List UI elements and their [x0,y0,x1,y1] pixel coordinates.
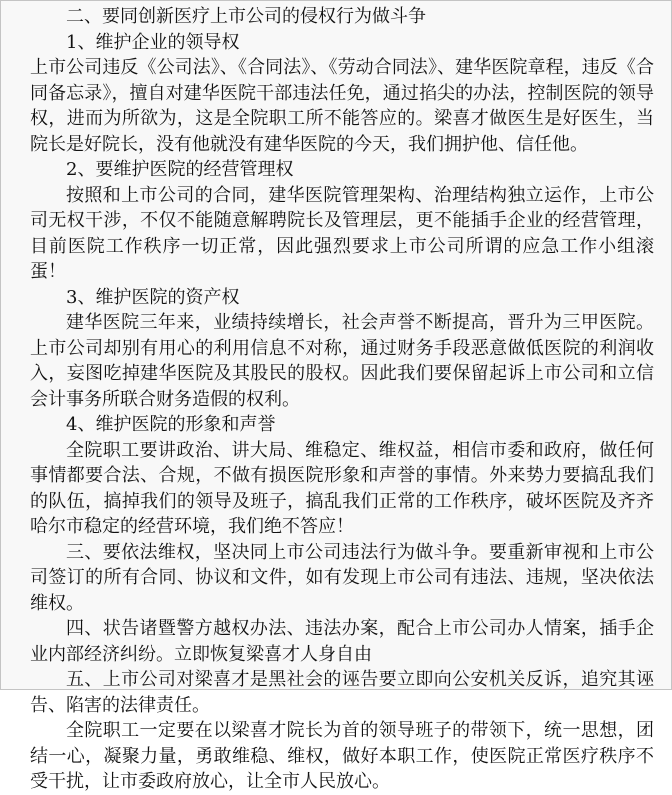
subsection-heading-2: 2、要维护医院的经营管理权 [66,159,294,180]
paragraph-leadership: 上市公司违反《公司法》、《合同法》、《劳动合同法》、建华医院章程，违反《合同备忘录》，擅自对建华医院干部违法任免，通过掐尖的办法，控制医院的领导权，进而为所欲为，这是全院职工所不能答应的。梁喜才做医生是好医生，当院长是好院长，没有他就没有建华医院的今天，我们拥护他、信任他。 [30,57,654,155]
paragraph-reputation: 全院职工要讲政治、讲大局、维稳定、维权益，相信市委和政府，做任何事情都要合法、合规，不做有损医院形象和声誉的事情。外来势力要搞乱我们的队伍，搞掉我们的领导及班子，搞乱我们正常的工作秩序，破坏医院及齐齐哈尔市稳定的经营环境，我们绝不答应！ [30,439,654,537]
paragraph-closing: 全院职工一定要在以梁喜才院长为首的领导班子的带领下，统一思想，团结一心，凝聚力量，勇敢维稳、维权，做好本职工作，使医院正常医疗秩序不受干扰，让市委政府放心，让全市人民放心。 [30,720,654,792]
section-heading-two: 二、要同创新医疗上市公司的侵权行为做斗争 [66,6,426,27]
subsection-heading-3: 3、维护医院的资产权 [66,286,240,308]
paragraph-assets: 建华医院三年来，业绩持续增长，社会声誉不断提高，晋升为三甲医院。上市公司却别有用心的利用信息不对称，通过财务手段恶意做低医院的利润收入，妄图吃掉建华医院及其股民的股权。因此我们要保留起诉上市公司和立信会计事务所联合财务造假的权利。 [30,312,654,410]
section-five: 五、上市公司对梁喜才是黑社会的诬告要立即向公安机关反诉，追究其诬告、陷害的法律责任。 [30,669,654,716]
subsection-heading-1: 1、维护企业的领导权 [66,31,240,53]
section-four: 四、状告诸暨警方越权办法、违法办案，配合上市公司办人情案，插手企业内部经济纠纷。立即恢复梁喜才人身自由 [30,618,654,665]
section-three: 三、要依法维权，坚决同上市公司违法行为做斗争。要重新审视和上市公司签订的所有合同、协议和文件，如有发现上市公司有违法、违规，坚决依法维权。 [30,541,654,614]
paragraph-management: 按照和上市公司的合同，建华医院管理架构、治理结构独立运作，上市公司无权干涉，不仅不能随意解聘院长及管理层，更不能插手企业的经营管理，目前医院工作秩序一切正常，因此强烈要求上市公司所谓的应急工作小组滚蛋！ [30,184,654,282]
subsection-heading-4: 4、维护医院的形象和声誉 [66,414,276,435]
document-body [30,4,654,795]
